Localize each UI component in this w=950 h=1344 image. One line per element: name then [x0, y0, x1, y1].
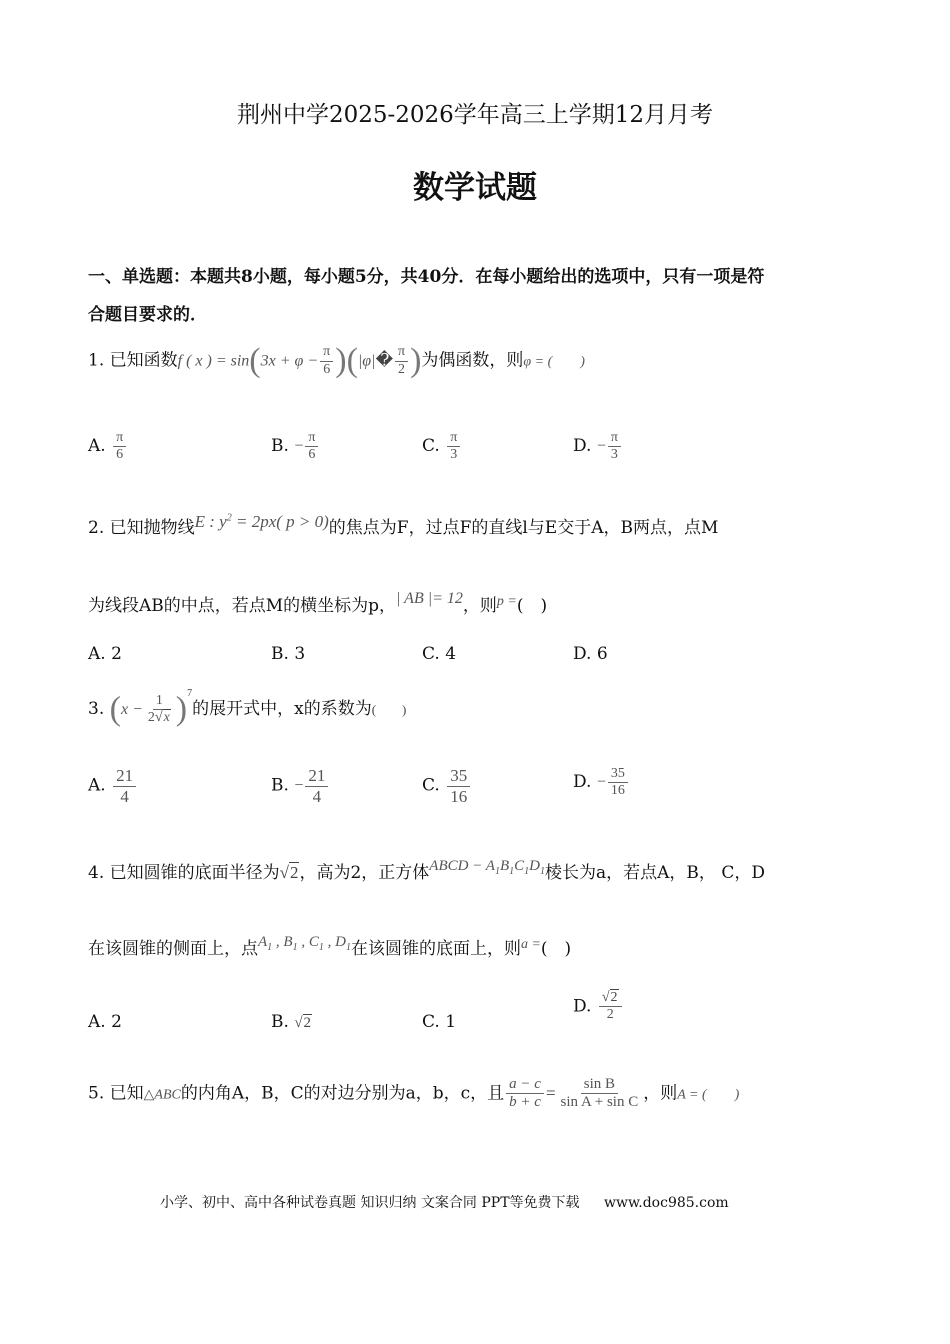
q2-formula-rhs: = 2px( p > 0) — [231, 512, 329, 531]
q2-prefix: 2. 已知抛物线 — [88, 518, 195, 538]
q2-option-c[interactable] — [422, 644, 456, 664]
q4-option-b[interactable] — [271, 1012, 312, 1032]
q5-f2-den: sin A + sin C — [560, 1094, 639, 1111]
q4-radius-value: 2 — [289, 863, 299, 882]
q3-b-value — [305, 766, 328, 806]
q1-option-c-label: C. — [422, 436, 440, 457]
q4-d-label: D. — [573, 996, 592, 1017]
q5-f1-den: b + c — [509, 1094, 541, 1111]
q1-rparen: ) — [335, 342, 347, 379]
q3-c-den: 16 — [450, 786, 468, 806]
q4-d-value — [599, 990, 622, 1023]
q3-lparen: ( — [109, 690, 121, 728]
q4-points: $A_1$ , $B_1$ , $C_1$ , $D_1$ — [258, 934, 351, 953]
q3-a-den: 4 — [120, 786, 129, 806]
q3-c-value — [447, 766, 470, 806]
q5-text2: ，则 — [643, 1083, 678, 1104]
q1-option-a[interactable] — [88, 430, 128, 463]
q3-d-label: D. — [573, 772, 592, 793]
q2-b-val: 3 — [294, 644, 306, 664]
q1-cond-sym: � — [375, 350, 393, 370]
q4-cube: ABCD − $A_1B_1C_1D_1$ — [429, 858, 546, 877]
section-heading-line2: 合题目要求的． — [88, 305, 207, 325]
q3-fraction — [145, 693, 174, 726]
q4-d-num-rad: 2 — [610, 990, 618, 1005]
q1-option-d[interactable] — [573, 430, 623, 463]
q4-d-num: √2 — [599, 990, 622, 1007]
footer-site[interactable]: www.doc985.com — [603, 1195, 729, 1211]
q3-d-value — [608, 766, 628, 799]
q2-ab-length: | AB |= 12 — [396, 590, 463, 607]
q1-d-num: π — [608, 430, 621, 447]
q1-option-a-value — [113, 430, 126, 463]
q3-a-num: 21 — [113, 766, 136, 787]
q4-text1: ，高为2，正方体 — [299, 863, 430, 883]
q3-c-num: 35 — [447, 766, 470, 787]
q3-option-d[interactable] — [573, 766, 630, 799]
q3-option-a[interactable] — [88, 766, 138, 806]
section-heading-line1: 一、单选题：本题共8小题，每小题5分，共40分．在每小题给出的选项中，只有一项是符 — [88, 267, 765, 287]
question-1 — [88, 344, 585, 378]
q3-suffix: 的展开式中，x的系数为 — [192, 699, 372, 719]
footer — [160, 1192, 729, 1212]
q5-triangle: △ABC — [143, 1087, 181, 1103]
q3-rparen: ) — [175, 690, 188, 728]
question-5 — [88, 1076, 739, 1112]
q1-option-b-label: B. — [271, 436, 289, 457]
q5-f1-num: a − c — [506, 1076, 544, 1094]
q4-option-d[interactable] — [573, 990, 624, 1023]
q1-option-b[interactable] — [271, 430, 320, 463]
q2-p-eq: p = — [496, 594, 517, 609]
q3-a-value — [113, 766, 136, 806]
question-4-line1 — [88, 858, 765, 883]
q4-b-rad: 2 — [303, 1015, 312, 1031]
q4-paren: ( ) — [540, 939, 572, 959]
q3-power: 7 — [187, 688, 193, 699]
q5-eq: = — [545, 1083, 556, 1103]
q1-c-num: π — [447, 430, 460, 447]
q1-a-den: 6 — [116, 447, 124, 463]
q1-option-c-value — [447, 430, 460, 463]
q2-paren: ( ) — [516, 596, 548, 616]
question-4-line2 — [88, 934, 571, 959]
q3-b-label: B. — [271, 775, 289, 796]
q4-option-c[interactable] — [422, 1012, 456, 1032]
q1-frac-num: π — [320, 344, 333, 361]
q2-formula — [195, 512, 329, 531]
q4-d-den: 2 — [606, 1007, 614, 1023]
q2-option-a[interactable] — [88, 644, 122, 664]
q3-a-label: A. — [88, 775, 106, 796]
q2-formula-lhs: E : y — [194, 512, 227, 531]
q1-lparen: ( — [249, 342, 261, 379]
question-2-line2 — [88, 590, 547, 616]
q2-text2a: 为线段AB的中点，若点M的横坐标为p， — [88, 596, 397, 616]
q1-lparen2: ( — [346, 342, 358, 379]
q1-ask: φ = ( ) — [523, 354, 585, 370]
exam-subject: 数学试题 — [413, 170, 537, 206]
q4-b-label: B. — [271, 1012, 289, 1032]
q1-option-d-label: D. — [573, 436, 592, 457]
q3-den — [145, 710, 174, 726]
q3-den-rad: x — [163, 710, 170, 725]
q2-option-b[interactable] — [271, 644, 305, 664]
q3-b-num: 21 — [305, 766, 328, 787]
q5-text1: 的内角A，B，C的对边分别为a，b，c，且 — [180, 1083, 505, 1104]
question-3 — [88, 688, 406, 727]
q1-d-den: 3 — [610, 447, 618, 463]
q1-suffix: 为偶函数，则 — [421, 350, 524, 371]
q1-b-num: π — [305, 430, 318, 447]
q2-b-label: B. — [271, 644, 289, 664]
q4-c-val: 1 — [445, 1012, 457, 1032]
q4-text2: 棱长为a，若点A，B， C，D — [545, 863, 765, 883]
q3-den-pre: 2 — [147, 710, 155, 725]
q3-d-sign: − — [596, 773, 606, 791]
q3-option-b[interactable] — [271, 766, 330, 806]
q2-c-label: C. — [422, 644, 440, 664]
q1-b-den: 6 — [308, 447, 316, 463]
q4-a-eq: a = — [520, 937, 541, 952]
q3-c-label: C. — [422, 775, 440, 796]
q1-pi-over-2 — [395, 344, 408, 377]
q1-frac2-den: 2 — [398, 361, 406, 377]
q3-option-c[interactable] — [422, 766, 472, 806]
q1-frac-den: 6 — [323, 361, 331, 377]
q5-ask: A = ( ) — [677, 1087, 740, 1103]
q4-cube-b: B — [499, 858, 510, 874]
q3-num: 1 — [153, 693, 166, 710]
q2-text2b: ，则 — [462, 596, 497, 616]
q2-a-label: A. — [88, 644, 106, 664]
q1-a-num: π — [113, 430, 126, 447]
q4-radius: √2 — [279, 863, 299, 882]
q1-arg: 3x + φ − — [260, 352, 319, 370]
q4-points-a: A — [258, 934, 268, 950]
q1-option-b-value — [305, 430, 318, 463]
q2-formula-sup: 2 — [226, 512, 232, 524]
q1-option-d-value — [608, 430, 621, 463]
q2-a-val: 2 — [111, 644, 122, 664]
q1-abs-phi: |φ| — [357, 352, 376, 370]
question-2-line1 — [88, 512, 718, 538]
q3-d-den: 16 — [610, 783, 625, 799]
q3-den-sqrt: √x — [154, 710, 170, 725]
q3-x-minus: x − — [120, 701, 143, 718]
q3-paren: ( ) — [371, 702, 407, 717]
q3-d-num: 35 — [608, 766, 628, 783]
q4-b-val: √2 — [294, 1015, 312, 1031]
q2-c-val: 4 — [445, 644, 457, 664]
q5-f2-num: sin B — [581, 1076, 618, 1094]
q4-line2b: 在该圆锥的底面上，则 — [350, 939, 521, 959]
q1-pi-over-6 — [320, 344, 333, 377]
q1-option-c[interactable] — [422, 430, 462, 463]
q1-d-sign: − — [596, 437, 606, 455]
q2-d-val: 6 — [596, 644, 608, 664]
exam-title: 荆州中学2025-2026学年高三上学期12月月考 — [236, 102, 714, 128]
q4-cube-a: ABCD − A — [429, 858, 495, 874]
q1-func: f ( x ) = sin — [177, 352, 250, 370]
q3-b-sign: − — [294, 777, 304, 795]
q4-c-label: C. — [422, 1012, 440, 1032]
q4-line2a: 在该圆锥的侧面上，点 — [88, 939, 258, 959]
q1-option-a-label: A. — [88, 436, 106, 457]
q2-d-label: D. — [573, 644, 592, 664]
q5-prefix: 5. 已知 — [88, 1083, 144, 1104]
q5-frac2 — [558, 1076, 642, 1112]
q1-c-den: 3 — [450, 447, 458, 463]
q1-frac2-num: π — [395, 344, 408, 361]
q2-text1: 的焦点为F，过点F的直线l与E交于A，B两点，点M — [328, 518, 719, 538]
q3-b-den: 4 — [312, 786, 322, 806]
q4-option-a[interactable] — [88, 1012, 122, 1032]
q2-option-d[interactable] — [573, 644, 608, 664]
q5-frac1 — [506, 1076, 544, 1112]
q4-prefix: 4. 已知圆锥的底面半径为 — [88, 863, 280, 883]
q1-rparen2: ) — [410, 342, 422, 379]
q4-a-val: 2 — [111, 1012, 122, 1032]
q4-a-label: A. — [88, 1012, 106, 1032]
footer-text: 小学、初中、高中各种试卷真题 知识归纳 文案合同 PPT等免费下载 — [160, 1195, 580, 1211]
q1-b-sign: − — [294, 437, 304, 455]
q1-prefix: 1. 已知函数 — [88, 350, 178, 371]
q3-prefix: 3. — [88, 699, 105, 719]
